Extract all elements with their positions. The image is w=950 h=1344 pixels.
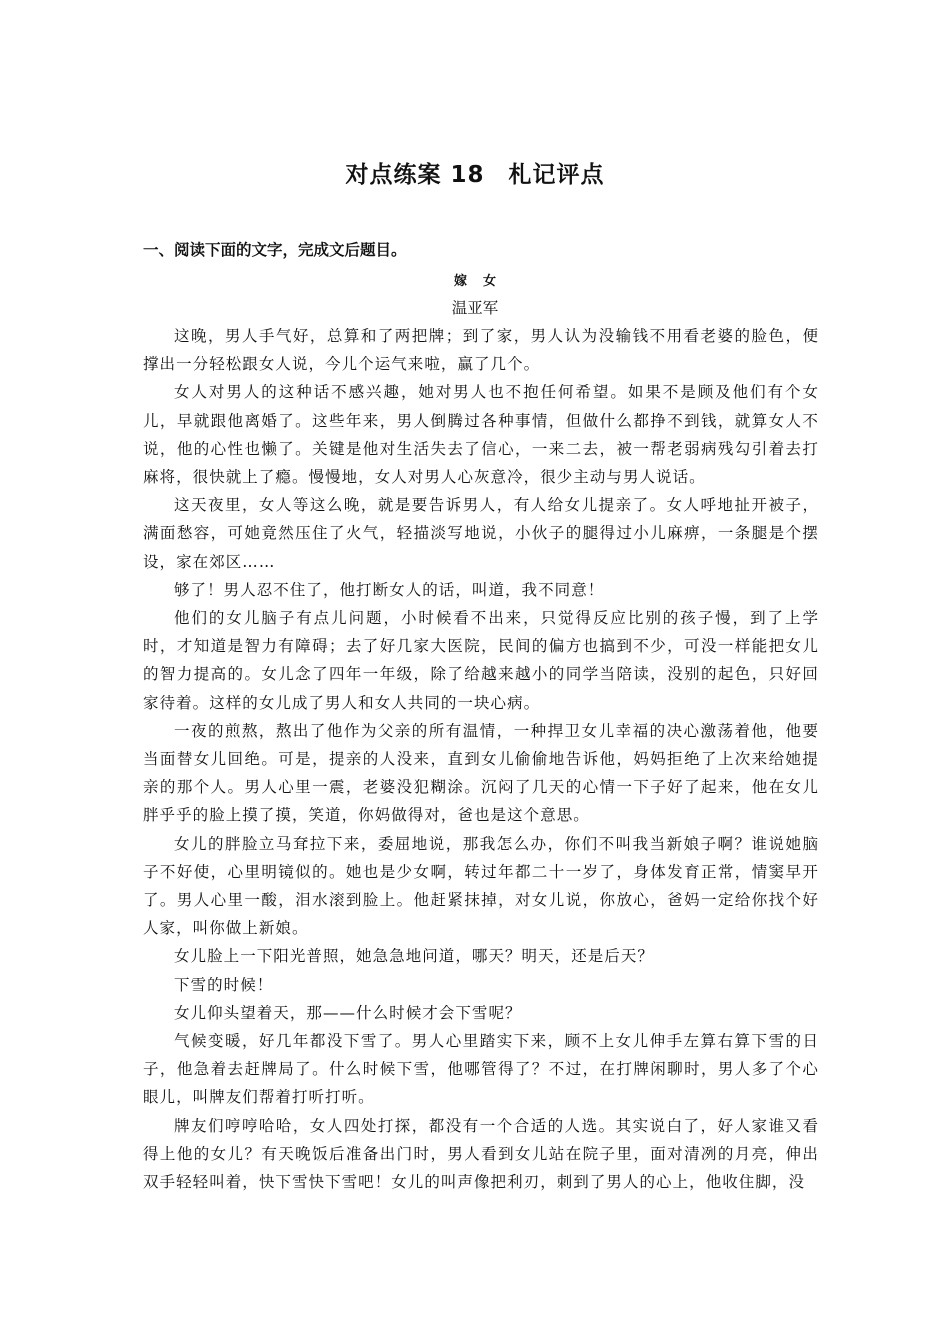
page-title: 对点练案 18 札记评点 (345, 162, 605, 188)
paragraph: 够了！男人忍不住了，他打断女人的话，叫道，我不同意！ (174, 580, 605, 599)
paragraph: 女人对男人的这种话不感兴趣，她对男人也不抱任何希望。如果不是顾及他们有个女儿，早就跟他离婚了。这些年来，男人倒腾过各种事情，但做什么都挣不到钱，就算女人不说，他的心性也懒了。关键是他对生活失去了信心，一来二去，被一帮老弱病残勾引着去打麻将，很快就上了瘾。慢慢地，女人对男人心灰意冷，很少主动与男人说话。 (143, 383, 819, 487)
paragraph: 下雪的时候！ (174, 975, 274, 994)
story-body (143, 322, 819, 1196)
paragraph: 女儿的胖脸立马耷拉下来，委屈地说，那我怎么办，你们不叫我当新娘子啊？谁说她脑子不好使，心里明镜似的。她也是少女啊，转过年都二十一岁了，身体发育正常，情窦早开了。男人心里一酸，泪水滚到脸上。他赶紧抹掉，对女儿说，你放心，爸妈一定给你找个好人家，叫你做上新娘。 (143, 834, 819, 938)
story-author: 温亚军 (451, 299, 499, 317)
paragraph: 女儿仰头望着天，那——什么时候才会下雪呢？ (174, 1003, 522, 1022)
story-title: 嫁女 (453, 274, 512, 289)
paragraph: 女儿脸上一下阳光普照，她急急地问道，哪天？明天，还是后天？ (174, 947, 654, 966)
paragraph: 气候变暖，好几年都没下雪了。男人心里踏实下来，顾不上女儿伸手左算右算下雪的日子，他急着去赶牌局了。什么时候下雪，他哪管得了？不过，在打牌闲聊时，男人多了个心眼儿，叫牌友们帮着打听打听。 (143, 1032, 819, 1107)
section-heading: 一、阅读下面的文字，完成文后题目。 (143, 241, 407, 259)
paragraph: 他们的女儿脑子有点儿问题，小时候看不出来，只觉得反应比别的孩子慢，到了上学时，才知道是智力有障碍；去了好几家大医院，民间的偏方也搞到不少，可没一样能把女儿的智力提高的。女儿念了四年一年级，除了给越来越小的同学当陪读，没别的起色，只好回家待着。这样的女儿成了男人和女人共同的一块心病。 (143, 609, 819, 712)
paragraph: 这天夜里，女人等这么晚，就是要告诉男人，有人给女儿提亲了。女人呼地扯开被子，满面愁容，可她竟然压住了火气，轻描淡写地说，小伙子的腿得过小儿麻痹，一条腿是个摆设，家在郊区…… (143, 496, 819, 571)
paragraph: 这晚，男人手气好，总算和了两把牌；到了家，男人认为没输钱不用看老婆的脸色，便撑出一分轻松跟女人说，今儿个运气来啦，赢了几个。 (143, 327, 819, 374)
paragraph: 牌友们哼哼哈哈，女人四处打探，都没有一个合适的人选。其实说白了，好人家谁又看得上他的女儿？有天晚饭后准备出门时，男人看到女儿站在院子里，面对清冽的月亮，伸出双手轻轻叫着，快下雪快下雪吧！女儿的叫声像把利刃，刺到了男人的心上，他收住脚，没 (143, 1116, 819, 1192)
paragraph: 一夜的煎熬，熬出了他作为父亲的所有温情，一种捍卫女儿幸福的决心激荡着他，他要当面替女儿回绝。可是，提亲的人没来，直到女儿偷偷地告诉他，妈妈拒绝了上次来给她提亲的那个人。男人心里一震，老婆没犯糊涂。沉闷了几天的心情一下子好了起来，他在女儿胖乎乎的脸上摸了摸，笑道，你妈做得对，爸也是这个意思。 (143, 721, 819, 825)
